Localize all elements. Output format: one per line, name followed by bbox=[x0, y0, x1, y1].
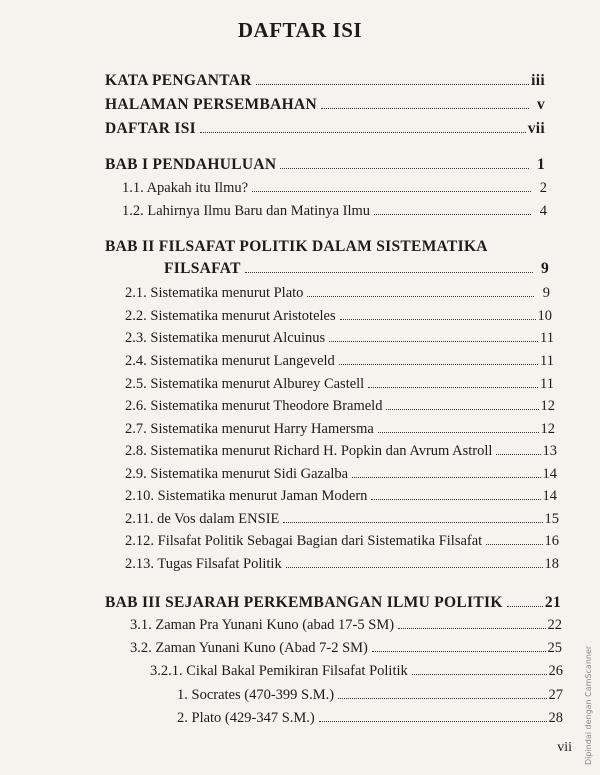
toc-entry-page: 13 bbox=[542, 443, 557, 459]
dot-leader bbox=[321, 108, 529, 109]
dot-leader bbox=[245, 272, 533, 273]
dot-leader bbox=[340, 319, 536, 320]
toc-entry[interactable] bbox=[125, 398, 555, 415]
toc-entry[interactable] bbox=[125, 330, 554, 347]
toc-chapter-bab-3[interactable] bbox=[105, 594, 561, 612]
toc-entry-label: FILSAFAT bbox=[164, 260, 241, 277]
toc-entry[interactable] bbox=[122, 180, 547, 197]
toc-entry[interactable] bbox=[125, 511, 559, 528]
dot-leader bbox=[352, 477, 540, 478]
toc-entry-label: 2.1. Sistematika menurut Plato bbox=[125, 285, 304, 301]
toc-entry-page: 14 bbox=[542, 466, 557, 482]
toc-entry-label: 2.7. Sistematika menurut Harry Hamersma bbox=[125, 421, 374, 437]
toc-entry-page: 12 bbox=[540, 421, 555, 437]
toc-entry-page: 11 bbox=[540, 376, 554, 392]
toc-chapter-bab-1[interactable] bbox=[105, 156, 545, 174]
toc-entry-label: DAFTAR ISI bbox=[105, 120, 196, 137]
toc-entry-label: 2.2. Sistematika menurut Aristoteles bbox=[125, 308, 336, 324]
toc-entry-label: 1. Socrates (470-399 S.M.) bbox=[177, 687, 335, 703]
toc-entry-page: 11 bbox=[540, 353, 554, 369]
toc-entry-label: BAB III SEJARAH PERKEMBANGAN ILMU POLITIK bbox=[105, 594, 503, 611]
toc-entry[interactable] bbox=[125, 376, 554, 393]
dot-leader bbox=[371, 499, 540, 500]
toc-entry-halaman-persembahan[interactable] bbox=[105, 96, 545, 114]
scanner-watermark: Dipindai dengan CamScanner bbox=[584, 645, 593, 765]
toc-entry-page: 10 bbox=[537, 308, 552, 324]
dot-leader bbox=[280, 168, 529, 169]
dot-leader bbox=[283, 522, 542, 523]
toc-entry[interactable] bbox=[122, 203, 547, 220]
dot-leader bbox=[486, 544, 542, 545]
toc-entry[interactable] bbox=[125, 308, 552, 325]
toc-entry[interactable] bbox=[125, 466, 557, 483]
toc-entry-label: 2.11. de Vos dalam ENSIE bbox=[125, 511, 280, 527]
dot-leader bbox=[398, 628, 545, 629]
toc-entry-page: 28 bbox=[548, 710, 563, 726]
dot-leader bbox=[378, 432, 539, 433]
toc-entry-page: 16 bbox=[544, 533, 559, 549]
toc-entry-daftar-isi[interactable] bbox=[105, 120, 545, 138]
toc-entry-page: 21 bbox=[544, 594, 561, 611]
toc-entry-page: 18 bbox=[544, 556, 559, 572]
toc-entry-page: iii bbox=[531, 72, 545, 89]
dot-leader bbox=[200, 132, 526, 133]
dot-leader bbox=[374, 214, 531, 215]
dot-leader bbox=[256, 84, 529, 85]
toc-entry[interactable] bbox=[177, 687, 563, 704]
toc-entry[interactable] bbox=[177, 710, 563, 727]
dot-leader bbox=[412, 674, 547, 675]
dot-leader bbox=[286, 567, 543, 568]
dot-leader bbox=[372, 651, 546, 652]
toc-entry-label: 2.8. Sistematika menurut Richard H. Popkin dan Avrum Astroll bbox=[125, 443, 493, 459]
toc-entry-page: 9 bbox=[542, 285, 550, 301]
page-title: DAFTAR ISI bbox=[237, 18, 363, 42]
toc-entry-page: v bbox=[536, 96, 545, 113]
toc-entry-label: 2. Plato (429-347 S.M.) bbox=[177, 710, 315, 726]
toc-entry-kata-pengantar[interactable] bbox=[105, 72, 545, 90]
toc-entry-label: BAB I PENDAHULUAN bbox=[105, 156, 277, 173]
toc-entry-label: 2.4. Sistematika menurut Langeveld bbox=[125, 353, 335, 369]
toc-entry-page: vii bbox=[527, 120, 545, 137]
dot-leader bbox=[319, 721, 547, 722]
toc-entry[interactable] bbox=[125, 353, 554, 370]
dot-leader bbox=[368, 387, 538, 388]
toc-chapter-bab-2[interactable] bbox=[164, 260, 549, 278]
toc-entry-page: 26 bbox=[548, 663, 563, 679]
toc-entry-label: 2.3. Sistematika menurut Alcuinus bbox=[125, 330, 326, 346]
dot-leader bbox=[338, 698, 546, 699]
toc-entry-label: 3.2.1. Cikal Bakal Pemikiran Filsafat Politik bbox=[150, 663, 408, 679]
toc-entry[interactable] bbox=[125, 533, 559, 550]
toc-entry[interactable] bbox=[125, 556, 559, 573]
toc-entry[interactable] bbox=[125, 285, 550, 302]
toc-chapter-bab-2-line1: BAB II FILSAFAT POLITIK DALAM SISTEMATIKA bbox=[105, 238, 488, 255]
toc-entry-label: HALAMAN PERSEMBAHAN bbox=[105, 96, 317, 113]
toc-entry-label: 2.10. Sistematika menurut Jaman Modern bbox=[125, 488, 368, 504]
toc-entry-page: 25 bbox=[547, 640, 562, 656]
toc-entry-label: 2.13. Tugas Filsafat Politik bbox=[125, 556, 282, 572]
toc-entry-page: 1 bbox=[536, 156, 545, 173]
toc-entry-page: 2 bbox=[539, 180, 547, 196]
toc-entry-label: KATA PENGANTAR bbox=[105, 72, 252, 89]
page-number: vii bbox=[557, 740, 572, 755]
toc-entry[interactable] bbox=[125, 421, 555, 438]
toc-entry-label: 2.6. Sistematika menurut Theodore Brameld bbox=[125, 398, 383, 414]
dot-leader bbox=[329, 341, 538, 342]
toc-entry-page: 22 bbox=[547, 617, 562, 633]
toc-entry-page: 4 bbox=[539, 203, 547, 219]
toc-entry[interactable] bbox=[125, 443, 557, 460]
dot-leader bbox=[496, 454, 540, 455]
dot-leader bbox=[252, 191, 531, 192]
toc-entry-page: 27 bbox=[548, 687, 563, 703]
toc-entry-label: 3.2. Zaman Yunani Kuno (Abad 7-2 SM) bbox=[130, 640, 368, 656]
toc-entry-label: 2.5. Sistematika menurut Alburey Castell bbox=[125, 376, 365, 392]
toc-entry-page: 12 bbox=[540, 398, 555, 414]
toc-entry-page: 14 bbox=[542, 488, 557, 504]
dot-leader bbox=[339, 364, 538, 365]
toc-entry-page: 9 bbox=[540, 260, 549, 277]
toc-entry[interactable] bbox=[125, 488, 557, 505]
dot-leader bbox=[307, 296, 534, 297]
toc-entry-label: 3.1. Zaman Pra Yunani Kuno (abad 17-5 SM) bbox=[130, 617, 395, 633]
dot-leader bbox=[386, 409, 538, 410]
toc-entry[interactable] bbox=[130, 640, 562, 657]
toc-entry-label: 2.9. Sistematika menurut Sidi Gazalba bbox=[125, 466, 349, 482]
toc-entry[interactable] bbox=[130, 617, 562, 634]
toc-entry-page: 15 bbox=[544, 511, 559, 527]
toc-entry[interactable] bbox=[150, 663, 563, 680]
toc-entry-label: 1.2. Lahirnya Ilmu Baru dan Matinya Ilmu bbox=[122, 203, 371, 219]
dot-leader bbox=[507, 606, 543, 607]
toc-entry-page: 11 bbox=[540, 330, 554, 346]
toc-entry-label: 1.1. Apakah itu Ilmu? bbox=[122, 180, 249, 196]
toc-entry-label: 2.12. Filsafat Politik Sebagai Bagian dari Sistematika Filsafat bbox=[125, 533, 483, 549]
